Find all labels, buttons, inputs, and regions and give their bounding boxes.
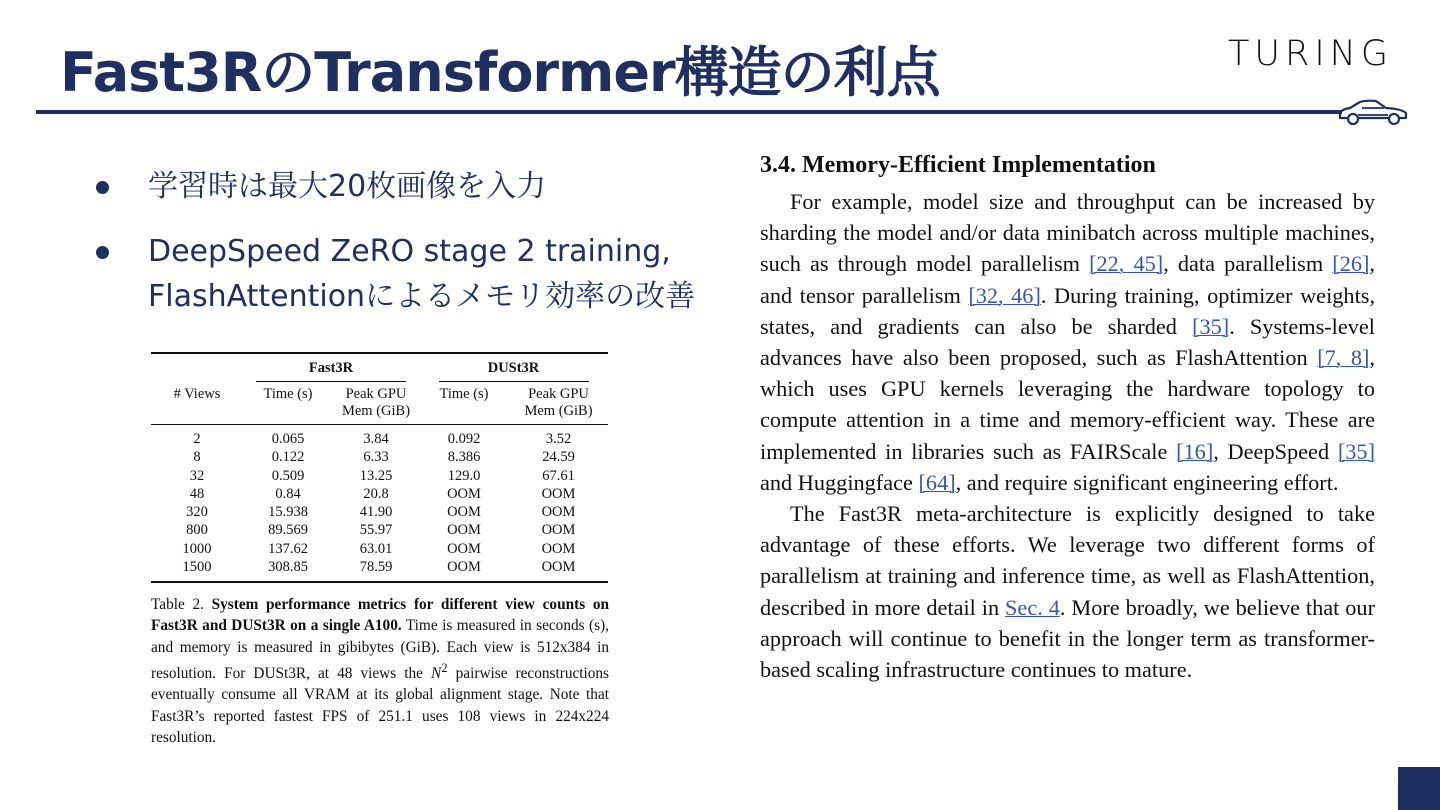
- performance-table: [151, 352, 608, 583]
- table-cell: 55.97: [359, 522, 393, 539]
- table-cell: OOM: [541, 504, 576, 521]
- car-icon: [1336, 98, 1410, 128]
- paragraph-text: and Huggingface: [760, 469, 919, 495]
- table-cell: 0.065: [271, 431, 305, 447]
- col-time-dust3r: Time (s): [439, 386, 489, 402]
- table-row: [151, 485, 608, 503]
- bullet-item: [92, 229, 732, 319]
- table-cell: 308.85: [268, 559, 308, 576]
- paragraph-text: , and tensor parallelism: [760, 251, 1375, 308]
- turing-logo: TURING: [1228, 34, 1393, 74]
- bullet-dot-icon: [96, 181, 109, 194]
- table-cell: 32: [189, 467, 205, 484]
- table-cell: 48: [189, 485, 205, 502]
- table-cell: OOM: [541, 522, 576, 539]
- table-cell: OOM: [541, 485, 576, 502]
- table-cell: 137.62: [268, 540, 308, 557]
- paragraph-text: , data parallelism: [1163, 251, 1333, 277]
- table-cell: 8.386: [447, 449, 481, 466]
- paragraph-text: . During training, optimizer weights, states, and gradients can also be sharded: [760, 282, 1376, 339]
- citation-link[interactable]: [64]: [918, 469, 956, 495]
- table-cell: 15.938: [268, 504, 308, 521]
- table-cell: OOM: [447, 522, 481, 539]
- table-body: [151, 425, 608, 583]
- table-cell: 89.569: [268, 522, 308, 539]
- citation-link[interactable]: Sec. 4: [1005, 594, 1060, 620]
- citation-link[interactable]: [35]: [1192, 313, 1230, 339]
- table-cell: 0.122: [271, 449, 305, 466]
- caption-bold: System performance metrics for different view counts on Fast3R and DUSt3R on a single A100.: [151, 596, 609, 635]
- table-cell: 24.59: [542, 449, 575, 466]
- table-cell: OOM: [447, 540, 481, 557]
- table-cell: 78.59: [359, 559, 393, 576]
- col-mem-dust3r: Peak GPU Mem (GiB): [524, 386, 593, 419]
- bullet-item: [92, 164, 732, 209]
- table-row: [151, 425, 608, 449]
- table-cell: 1500: [182, 559, 212, 576]
- table-cell: 129.0: [447, 467, 481, 484]
- group-dust3r: DUSt3R: [439, 360, 589, 382]
- paragraph-text: , DeepSpeed: [1213, 438, 1338, 464]
- table-caption: [151, 594, 609, 748]
- table-cell: 6.33: [363, 449, 389, 466]
- table-cell: 800: [186, 522, 208, 539]
- table-cell: 13.25: [359, 467, 393, 484]
- bullet-list: [92, 164, 732, 339]
- citation-link[interactable]: [22, 45]: [1089, 251, 1164, 277]
- table-cell: OOM: [447, 485, 481, 502]
- table-cell: OOM: [541, 559, 576, 576]
- table-row: [151, 503, 608, 521]
- table-cell: 0.84: [275, 485, 301, 502]
- table-cell: 320: [186, 504, 208, 521]
- table-column-header: [151, 386, 608, 425]
- citation-link[interactable]: [16]: [1176, 438, 1214, 464]
- title-divider: [36, 110, 1344, 114]
- paper-excerpt: [760, 148, 1375, 685]
- table-cell: 0.509: [271, 467, 305, 484]
- paper-paragraph-1: [760, 186, 1375, 498]
- citation-link[interactable]: [26]: [1332, 251, 1370, 277]
- col-time-fast3r: Time (s): [263, 386, 313, 402]
- table-row: [151, 448, 608, 466]
- table-cell: OOM: [447, 504, 481, 521]
- table-row: [151, 467, 608, 485]
- paragraph-text: , which uses GPU kernels leveraging the hardware topology to compute attention in a time and memory-efficient way. These are implemented in libraries such as FAIRScale: [760, 345, 1375, 464]
- table-cell: 0.092: [447, 431, 481, 447]
- table-cell: 3.84: [363, 431, 389, 447]
- caption-text: Time is measured in seconds (s), and memory is measured in gibibytes (GiB). Each view is 512x384 in resolution. For DUSt3R, at 48 views the: [151, 617, 609, 682]
- table-cell: 63.01: [359, 540, 393, 557]
- table-cell: OOM: [541, 540, 576, 557]
- caption-math: N: [431, 664, 442, 682]
- table-cell: 1000: [182, 540, 212, 557]
- paragraph-text: . More broadly, we believe that our approach will continue to benefit in the longer term as transformer-based scaling infrastructure continues to mature.: [760, 594, 1375, 683]
- group-fast3r: Fast3R: [256, 360, 406, 382]
- table-group-header: [151, 353, 608, 386]
- citation-link[interactable]: [7, 8]: [1317, 345, 1370, 371]
- table-cell: 20.8: [363, 485, 389, 502]
- section-heading: 3.4. Memory-Efficient Implementation: [760, 152, 1156, 178]
- table-row: [151, 540, 608, 558]
- caption-label: Table 2.: [151, 596, 204, 613]
- paragraph-text: For example, model size and throughput can be increased by sharding the model and/or data minibatch across multiple machines, such as through model parallelism: [760, 189, 1375, 277]
- caption-text: pairwise reconstructions eventually consume all VRAM at its global alignment stage. Note that Fast3R’s reported fastest FPS of 251.1 uses 108 views in 224x224 resolution.: [151, 664, 610, 746]
- citation-link[interactable]: [32, 46]: [968, 282, 1041, 308]
- table-row: [151, 558, 608, 582]
- paragraph-text: , and require significant engineering effort.: [955, 469, 1339, 495]
- bullet-text: 学習時は最大20枚画像を入力: [148, 169, 547, 204]
- slide-title: Fast3RのTransformer構造の利点: [60, 41, 940, 104]
- table-cell: 8: [193, 449, 201, 466]
- table-cell: OOM: [447, 559, 481, 576]
- table-cell: 41.90: [359, 504, 393, 521]
- bullet-dot-icon: [96, 246, 109, 259]
- paragraph-text: The Fast3R meta-architecture is explicitly designed to take advantage of these efforts. We leverage two different forms of parallelism at training and inference time, as well as FlashAttention, described in more detail in: [760, 501, 1375, 620]
- caption-sup: 2: [441, 660, 448, 675]
- table-cell: 3.52: [545, 431, 572, 447]
- table-cell: 67.61: [542, 467, 575, 484]
- bullet-text: DeepSpeed ZeRO stage 2 training, FlashAttentionによるメモリ効率の改善: [148, 234, 696, 314]
- paragraph-text: . Systems-level advances have also been proposed, such as FlashAttention: [760, 313, 1375, 371]
- corner-block: [1398, 767, 1440, 810]
- paper-paragraph-2: [760, 498, 1375, 685]
- table-cell: 2: [193, 431, 201, 447]
- col-views: # Views: [173, 386, 221, 402]
- table-row: [151, 521, 608, 539]
- citation-link[interactable]: [35]: [1337, 438, 1375, 464]
- col-mem-fast3r: Peak GPU Mem (GiB): [341, 386, 411, 419]
